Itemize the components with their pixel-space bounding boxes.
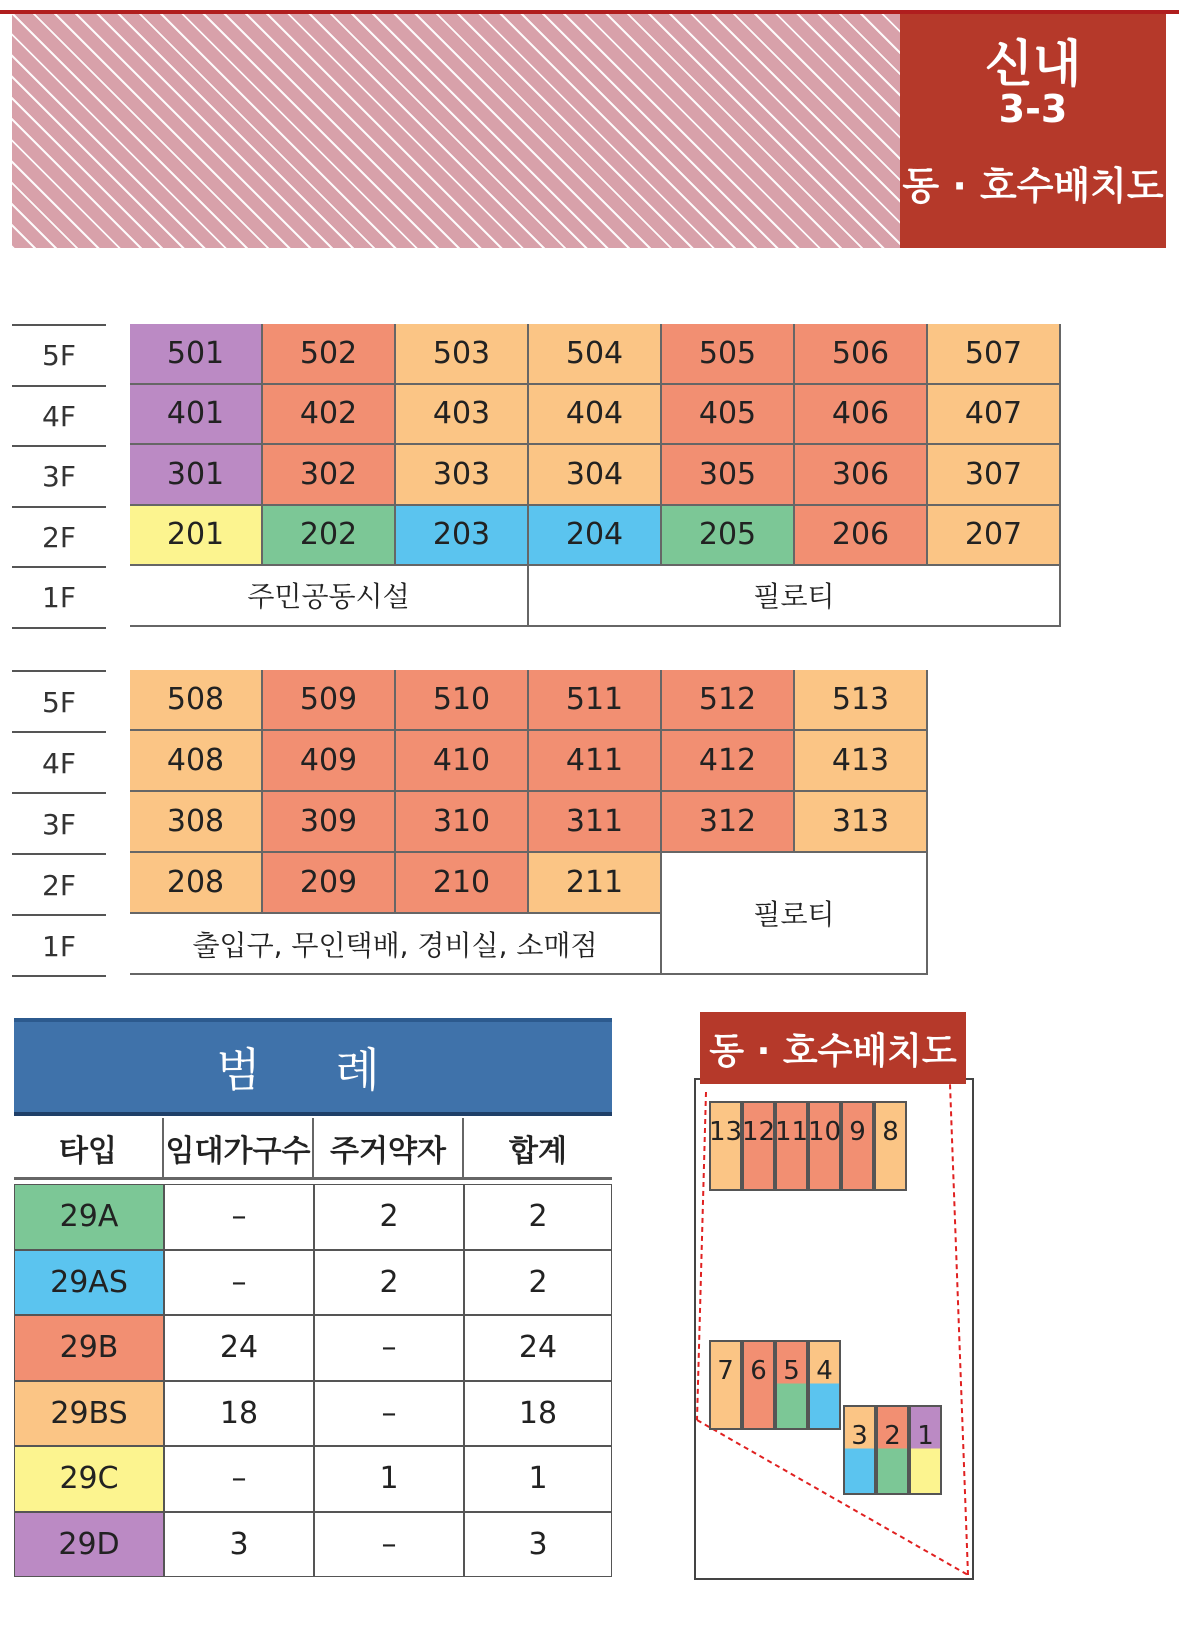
unit-cell: 509 bbox=[263, 670, 396, 731]
unit-cell: 310 bbox=[396, 792, 529, 853]
floor-label: 1F bbox=[12, 914, 106, 975]
site-plan-title: 동 · 호수배치도 bbox=[700, 1012, 966, 1084]
unit-cell: 208 bbox=[130, 853, 263, 914]
legend-value: – bbox=[314, 1315, 464, 1381]
unit-cell: 413 bbox=[795, 731, 928, 792]
unit-cell: 304 bbox=[529, 445, 662, 506]
floor-label: 5F bbox=[12, 670, 106, 731]
site-plan-unit: 8 bbox=[874, 1101, 907, 1191]
unit-cell: 501 bbox=[130, 324, 263, 385]
floor-label: 5F bbox=[12, 324, 106, 385]
legend-value: 18 bbox=[164, 1381, 314, 1447]
legend-value: – bbox=[314, 1512, 464, 1578]
legend-value: 24 bbox=[164, 1315, 314, 1381]
unit-cell: 510 bbox=[396, 670, 529, 731]
legend-value: 1 bbox=[314, 1446, 464, 1512]
site-boundary-line bbox=[697, 1092, 706, 1420]
legend-value: – bbox=[164, 1250, 314, 1316]
legend-type-swatch: 29C bbox=[14, 1446, 164, 1512]
legend-value: – bbox=[164, 1446, 314, 1512]
unit-cell: 207 bbox=[928, 506, 1061, 567]
floor-divider bbox=[12, 627, 106, 629]
unit-cell: 513 bbox=[795, 670, 928, 731]
unit-cell: 403 bbox=[396, 385, 529, 446]
unit-cell: 503 bbox=[396, 324, 529, 385]
unit-cell: 203 bbox=[396, 506, 529, 567]
unit-cell: 308 bbox=[130, 792, 263, 853]
site-plan-unit: 13 bbox=[709, 1101, 742, 1191]
unit-cell: 211 bbox=[529, 853, 662, 914]
unit-cell: 301 bbox=[130, 445, 263, 506]
title-line-1: 신내 bbox=[984, 35, 1082, 93]
legend-value: – bbox=[314, 1381, 464, 1447]
site-plan-unit: 5 bbox=[775, 1340, 808, 1430]
unit-cell: 409 bbox=[263, 731, 396, 792]
unit-cell: 202 bbox=[263, 506, 396, 567]
unit-cell: 206 bbox=[795, 506, 928, 567]
unit-cell: 313 bbox=[795, 792, 928, 853]
floor-label: 4F bbox=[12, 731, 106, 792]
site-boundary-line bbox=[950, 1084, 968, 1575]
legend-value: 2 bbox=[314, 1184, 464, 1250]
unit-cell: 507 bbox=[928, 324, 1061, 385]
unit-cell: 404 bbox=[529, 385, 662, 446]
site-plan-unit: 7 bbox=[709, 1340, 742, 1430]
entrance-area: 출입구, 무인택배, 경비실, 소매점 bbox=[130, 914, 662, 975]
unit-cell: 309 bbox=[263, 792, 396, 853]
unit-cell: 504 bbox=[529, 324, 662, 385]
legend-value: 2 bbox=[464, 1184, 612, 1250]
site-plan-unit: 4 bbox=[808, 1340, 841, 1430]
unit-cell: 407 bbox=[928, 385, 1061, 446]
site-plan-unit: 10 bbox=[808, 1101, 841, 1191]
site-plan-unit: 1 bbox=[909, 1405, 942, 1495]
legend-value: 18 bbox=[464, 1381, 612, 1447]
unit-cell: 201 bbox=[130, 506, 263, 567]
unit-cell: 408 bbox=[130, 731, 263, 792]
unit-cell: 303 bbox=[396, 445, 529, 506]
unit-cell: 306 bbox=[795, 445, 928, 506]
legend-value: 3 bbox=[164, 1512, 314, 1578]
legend-value: 1 bbox=[464, 1446, 612, 1512]
unit-cell: 406 bbox=[795, 385, 928, 446]
unit-cell: 411 bbox=[529, 731, 662, 792]
unit-cell: 412 bbox=[662, 731, 795, 792]
site-plan-unit: 3 bbox=[843, 1405, 876, 1495]
floor-label: 2F bbox=[12, 506, 106, 567]
floor-label: 2F bbox=[12, 853, 106, 914]
unit-cell: 505 bbox=[662, 324, 795, 385]
legend-header: 주거약자 bbox=[314, 1118, 464, 1180]
site-plan-unit: 11 bbox=[775, 1101, 808, 1191]
floor-label: 4F bbox=[12, 385, 106, 446]
legend-header: 합계 bbox=[464, 1118, 612, 1180]
unit-cell: 512 bbox=[662, 670, 795, 731]
unit-cell: 209 bbox=[263, 853, 396, 914]
legend-value: 24 bbox=[464, 1315, 612, 1381]
unit-cell: 305 bbox=[662, 445, 795, 506]
floor-label: 3F bbox=[12, 445, 106, 506]
site-plan-unit: 6 bbox=[742, 1340, 775, 1430]
unit-cell: 312 bbox=[662, 792, 795, 853]
site-plan-unit: 12 bbox=[742, 1101, 775, 1191]
piloti-area: 필로티 bbox=[662, 853, 928, 975]
unit-cell: 302 bbox=[263, 445, 396, 506]
legend-type-swatch: 29A bbox=[14, 1184, 164, 1250]
unit-cell: 307 bbox=[928, 445, 1061, 506]
legend-header: 임대가구수 bbox=[164, 1118, 314, 1180]
unit-cell: 511 bbox=[529, 670, 662, 731]
legend-type-swatch: 29B bbox=[14, 1315, 164, 1381]
unit-grid-2 bbox=[130, 670, 928, 975]
legend-value: 2 bbox=[314, 1250, 464, 1316]
unit-cell: 402 bbox=[263, 385, 396, 446]
legend-type-swatch: 29BS bbox=[14, 1381, 164, 1447]
unit-cell: 311 bbox=[529, 792, 662, 853]
legend-value: 3 bbox=[464, 1512, 612, 1578]
floor-label: 1F bbox=[12, 566, 106, 627]
title-line-3: 동 · 호수배치도 bbox=[902, 164, 1164, 208]
piloti-area: 필로티 bbox=[529, 566, 1061, 627]
title-line-2: 3-3 bbox=[998, 87, 1068, 131]
legend-type-swatch: 29AS bbox=[14, 1250, 164, 1316]
legend-header: 타입 bbox=[14, 1118, 164, 1180]
unit-cell: 410 bbox=[396, 731, 529, 792]
legend-title: 범 례 bbox=[14, 1018, 612, 1116]
unit-cell: 205 bbox=[662, 506, 795, 567]
legend-type-swatch: 29D bbox=[14, 1512, 164, 1578]
amenity-area: 주민공동시설 bbox=[130, 566, 529, 627]
unit-cell: 405 bbox=[662, 385, 795, 446]
unit-grid-1 bbox=[130, 324, 1061, 627]
legend-value: – bbox=[164, 1184, 314, 1250]
legend-value: 2 bbox=[464, 1250, 612, 1316]
unit-cell: 506 bbox=[795, 324, 928, 385]
unit-cell: 210 bbox=[396, 853, 529, 914]
site-plan-unit: 2 bbox=[876, 1405, 909, 1495]
floor-divider bbox=[12, 975, 106, 977]
unit-cell: 502 bbox=[263, 324, 396, 385]
site-plan-unit: 9 bbox=[841, 1101, 874, 1191]
floor-label: 3F bbox=[12, 792, 106, 853]
unit-cell: 204 bbox=[529, 506, 662, 567]
unit-cell: 401 bbox=[130, 385, 263, 446]
unit-cell: 508 bbox=[130, 670, 263, 731]
